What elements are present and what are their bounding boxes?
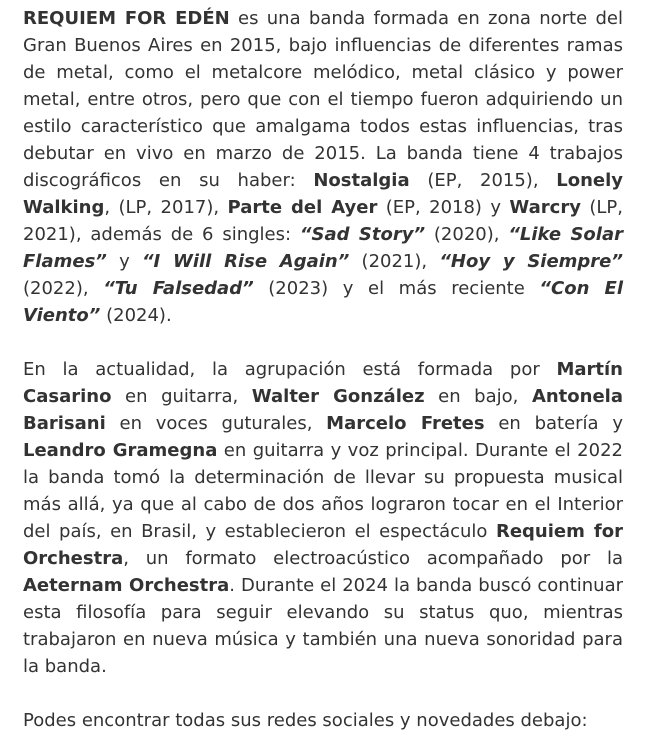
member-name: Martín Casarino xyxy=(23,359,623,407)
text-run: (EP, 2018) y xyxy=(377,197,510,218)
article-body xyxy=(23,5,623,734)
album-title: Parte del Ayer xyxy=(227,197,378,218)
single-title: “Like Solar Flames” xyxy=(23,224,623,272)
text-run: (2022), xyxy=(23,278,104,299)
paragraph-members xyxy=(23,356,623,680)
text-run: y xyxy=(106,251,142,272)
text-run: (LP, 2021), además de 6 singles: xyxy=(23,197,623,245)
orchestra-name: Aeternam Orchestra xyxy=(23,575,230,596)
text-run: (2020), xyxy=(425,224,509,245)
text-run: , (LP, 2017), xyxy=(104,197,228,218)
single-title: “Sad Story” xyxy=(299,224,426,245)
album-title: Warcry xyxy=(509,197,581,218)
single-title: “I Will Rise Again” xyxy=(141,251,350,272)
paragraph-social xyxy=(23,707,623,734)
album-title: Lonely Walking xyxy=(23,170,623,218)
show-name: Requiem for Orchestra xyxy=(23,521,623,569)
text-run: . Durante el 2024 la banda buscó continuar esta filosofía para seguir elevando su status quo, mientras trabajaron en nueva música y también una nueva sonoridad para la banda. xyxy=(23,575,623,677)
text-run: en guitarra, xyxy=(111,386,252,407)
text-run: en voces guturales, xyxy=(105,413,327,434)
text-run: (2023) y el más reciente xyxy=(253,278,540,299)
text-run: , un formato electroacústico acompañado por la xyxy=(123,548,623,569)
text-run: en guitarra y voz principal. Durante el 2022 la banda tomó la determinación de llevar su propuesta musical más allá, ya que al cabo de dos años lograron tocar en el Interior del país, en Brasil, y establecieron el espectáculo xyxy=(23,440,623,542)
text-run: Podes encontrar todas sus redes sociales y novedades debajo: xyxy=(23,710,588,731)
single-title: “Con El Viento” xyxy=(23,278,624,326)
single-title: “Hoy y Siempre” xyxy=(439,251,623,272)
member-name: Leandro Gramegna xyxy=(23,440,218,461)
album-title: Nostalgia xyxy=(313,170,410,191)
band-name: REQUIEM FOR EDÉN xyxy=(23,8,230,29)
text-run: en bajo, xyxy=(424,386,532,407)
member-name: Marcelo Fretes xyxy=(326,413,485,434)
text-run: En la actualidad, la agrupación está formada por xyxy=(23,359,557,380)
paragraph-intro xyxy=(23,5,623,329)
member-name: Walter González xyxy=(251,386,425,407)
text-run: (2024). xyxy=(100,305,172,326)
text-run: es una banda formada en zona norte del Gran Buenos Aires en 2015, bajo influencias de diferentes ramas de metal, como el metalcore melódico, metal clásico y power metal, entre otros, pero que con el tiempo fueron adquiriendo un estilo característico que amalgama todos estas influencias, tras debutar en vivo en marzo de 2015. La banda tiene 4 trabajos discográficos en su haber: xyxy=(23,8,623,191)
single-title: “Tu Falsedad” xyxy=(103,278,254,299)
text-run: (EP, 2015), xyxy=(409,170,557,191)
member-name: Antonela Barisani xyxy=(23,386,623,434)
text-run: en batería y xyxy=(484,413,623,434)
text-run: (2021), xyxy=(349,251,440,272)
